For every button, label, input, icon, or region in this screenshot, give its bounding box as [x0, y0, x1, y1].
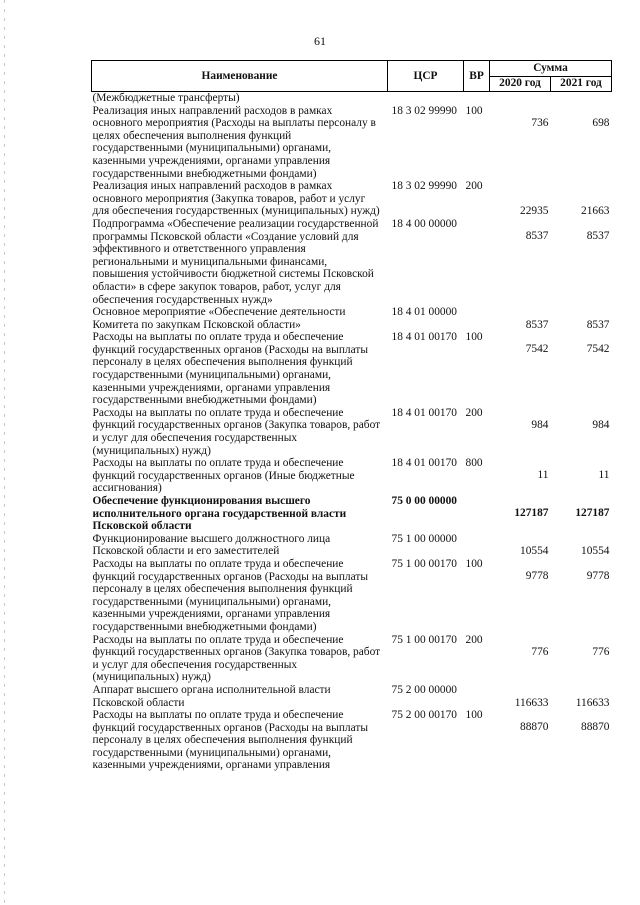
row-csr-cell: 75 1 00 00170 — [391, 557, 457, 570]
header-csr: ЦСР — [388, 61, 464, 92]
table-header — [92, 61, 612, 92]
row-amount-2020-cell: 7542 — [525, 343, 549, 356]
row-amount-2021-cell: 127187 — [575, 507, 610, 519]
row-csr-cell: 18 3 02 99990 — [391, 104, 457, 117]
header-vr: ВР — [464, 61, 490, 92]
row-csr-cell: 18 4 00 00000 — [391, 217, 457, 230]
row-amount-2021-cell: 984 — [592, 418, 610, 431]
row-name-cell: Реализация иных направлений расходов в рамках основного мероприятия (Расходы на выплаты персоналу в целях обеспечения выполнения функций государственными (муниципальными) органами, казенными учреждениями, органами управления государственными внебюджетными фондами) — [92, 104, 376, 180]
row-name-cell: (Межбюджетные трансферты) — [92, 92, 240, 104]
row-amount-2020-cell: 8537 — [525, 318, 549, 331]
header-name: Наименование — [92, 61, 388, 92]
row-vr-cell — [464, 533, 490, 558]
row-csr-cell: 75 1 00 00170 — [391, 633, 457, 646]
row-amount-2021-cell: 116633 — [575, 696, 610, 709]
row-amount-2021-cell — [551, 92, 612, 105]
row-amount-2020-cell: 116633 — [514, 696, 549, 709]
row-amount-2020-cell: 88870 — [520, 721, 549, 734]
row-amount-2020-cell: 984 — [531, 418, 549, 431]
scan-edge-line — [4, 0, 5, 905]
row-amount-2020-cell: 11 — [537, 469, 549, 482]
budget-table-container — [91, 60, 611, 772]
row-csr-cell: 75 2 00 00170 — [391, 709, 457, 722]
row-name-cell: Расходы на выплаты по оплате труда и обеспечение функций государственных органов (Расходы на выплаты персоналу в целях обеспечения выполнения функций государственными (муниципальными) органами, казенными учреждениями, органами управления государственными внебюджетными фондами) — [92, 557, 368, 633]
row-name-cell: Обеспечение функционирования высшего исполнительного органа государственной власти Псковской области — [92, 495, 347, 533]
row-vr-cell: 200 — [465, 406, 483, 419]
row-csr-cell: 75 0 00 00000 — [391, 495, 457, 507]
table-row — [92, 684, 612, 709]
table-row — [92, 533, 612, 558]
row-vr-cell — [464, 92, 490, 105]
table-row — [92, 495, 612, 533]
row-name-cell: Реализация иных направлений расходов в рамках основного мероприятия (Закупка товаров, работ и услуг для обеспечения государственных (муниципальных) нужд) — [92, 180, 380, 218]
table-row — [92, 709, 612, 772]
table-row — [92, 457, 612, 495]
row-amount-2021-cell: 21663 — [581, 205, 610, 218]
table-row — [92, 634, 612, 684]
header-year-2020: 2020 год — [490, 76, 551, 92]
row-amount-2020-cell: 8537 — [525, 229, 549, 242]
table-body — [92, 92, 612, 773]
row-amount-2021-cell: 8537 — [586, 229, 610, 242]
budget-table — [91, 60, 612, 772]
row-vr-cell: 100 — [465, 557, 483, 570]
row-csr-cell: 75 1 00 00000 — [391, 532, 457, 545]
row-vr-cell: 100 — [465, 104, 483, 117]
table-row — [92, 331, 612, 407]
table-row — [92, 407, 612, 457]
row-amount-2020-cell: 22935 — [520, 205, 549, 218]
row-amount-2021-cell: 10554 — [581, 545, 610, 558]
row-csr-cell: 18 4 01 00170 — [391, 457, 457, 470]
row-vr-cell: 200 — [465, 180, 483, 193]
row-amount-2021-cell: 88870 — [581, 721, 610, 734]
row-amount-2021-cell: 698 — [592, 116, 610, 129]
row-amount-2020-cell: 10554 — [520, 545, 549, 558]
header-year-2021: 2021 год — [551, 76, 612, 92]
row-name-cell: Расходы на выплаты по оплате труда и обеспечение функций государственных органов (Закупка товаров, работ и услуг для обеспечения государственных (муниципальных) нужд) — [92, 633, 381, 684]
row-amount-2020-cell — [490, 92, 551, 105]
row-vr-cell: 100 — [465, 709, 483, 722]
page-number: 61 — [314, 34, 326, 48]
row-amount-2020-cell: 736 — [531, 116, 549, 129]
table-row — [92, 105, 612, 181]
row-csr-cell: 75 2 00 00000 — [391, 683, 457, 696]
row-amount-2020-cell: 776 — [531, 645, 549, 658]
row-vr-cell — [464, 684, 490, 709]
table-row — [92, 218, 612, 306]
row-name-cell: Расходы на выплаты по оплате труда и обеспечение функций государственных органов (Расходы на выплаты персоналу в целях обеспечения выполнения функций государственными (муниципальными) органами, казенными учреждениями, органами управления государственными внебюджетными фондами) — [92, 331, 368, 407]
row-csr-cell: 18 3 02 99990 — [391, 180, 457, 193]
row-vr-cell — [464, 306, 490, 331]
row-csr-cell: 18 4 01 00170 — [391, 406, 457, 419]
table-row — [92, 558, 612, 634]
row-name-cell: Расходы на выплаты по оплате труда и обеспечение функций государственных органов (Иные бюджетные ассигнования) — [92, 457, 355, 495]
row-name-cell: Аппарат высшего органа исполнительной власти Псковской области — [92, 683, 331, 709]
row-amount-2021-cell: 11 — [598, 469, 610, 482]
row-amount-2020-cell: 9778 — [525, 569, 549, 582]
row-csr-cell: 18 4 01 00000 — [391, 306, 457, 319]
row-amount-2021-cell: 9778 — [586, 569, 610, 582]
row-csr-cell: 18 4 01 00170 — [391, 331, 457, 344]
row-vr-cell — [464, 218, 490, 306]
row-vr-cell — [464, 495, 490, 533]
row-vr-cell: 800 — [465, 457, 483, 470]
row-name-cell: Подпрограмма «Обеспечение реализации государственной программы Псковской области «Создание условий для эффективного и ответственного управления региональными и муниципальными финансами, повышения устойчивости бюджетной системы Псковской области» в сфере закупок товаров, работ, услуг для обеспечения государственных нужд» — [92, 217, 379, 306]
row-amount-2021-cell: 8537 — [586, 318, 610, 331]
header-sum: Сумма — [490, 61, 612, 77]
row-name-cell: Расходы на выплаты по оплате труда и обеспечение функций государственных органов (Расходы на выплаты персоналу в целях обеспечения выполнения функций государственными (муниципальными) органами, казенными учреждениями, органами управления — [92, 709, 368, 772]
table-row — [92, 180, 612, 218]
row-name-cell: Основное мероприятие «Обеспечение деятельности Комитета по закупкам Псковской области» — [92, 306, 346, 331]
row-amount-2021-cell: 776 — [592, 645, 610, 658]
table-row — [92, 306, 612, 331]
row-vr-cell: 100 — [465, 331, 483, 344]
row-name-cell: Расходы на выплаты по оплате труда и обеспечение функций государственных органов (Закупка товаров, работ и услуг для обеспечения государственных (муниципальных) нужд) — [92, 406, 381, 457]
table-row — [92, 92, 612, 105]
row-csr-cell — [388, 92, 464, 105]
row-name-cell: Функционирование высшего должностного лица Псковской области и его заместителей — [92, 532, 331, 558]
row-amount-2021-cell: 7542 — [586, 343, 610, 356]
row-amount-2020-cell: 127187 — [514, 507, 549, 519]
row-vr-cell: 200 — [465, 633, 483, 646]
